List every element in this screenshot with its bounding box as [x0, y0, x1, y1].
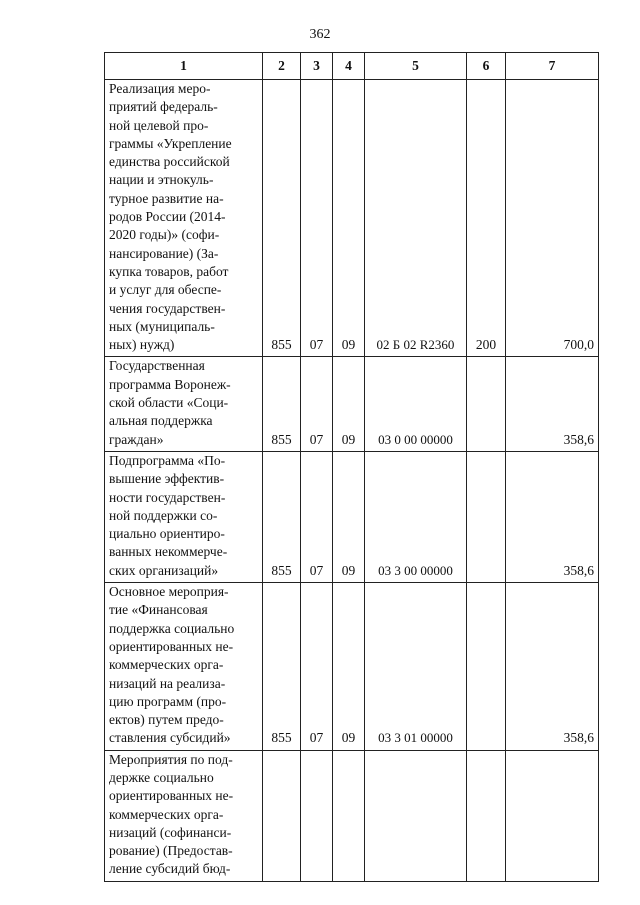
row-col-5: 03 0 00 00000	[365, 357, 467, 451]
row-name-line: 2020 годы)» (софи-	[109, 227, 220, 243]
row-name-line: ориентированных не-	[109, 638, 234, 654]
row-col-3: 07	[301, 357, 333, 451]
row-col-6	[467, 583, 506, 751]
header-row	[105, 53, 599, 80]
row-name-line: ных) нужд)	[109, 337, 175, 353]
row-name-line: нации и этнокуль-	[109, 172, 214, 188]
row-name-line: ванных некоммерче-	[109, 544, 228, 560]
row-col-4: 09	[333, 357, 365, 451]
row-name-line: цию программ (про-	[109, 693, 227, 709]
row-name	[105, 80, 263, 357]
row-name-line: ных (муниципаль-	[109, 318, 215, 334]
row-name-line: единства российской	[109, 154, 230, 170]
header-col-4: 4	[333, 53, 365, 80]
row-name-line: родов России (2014-	[109, 209, 226, 225]
row-col-6	[467, 750, 506, 881]
row-col-4: 09	[333, 80, 365, 357]
table-row	[105, 451, 599, 582]
row-col-7: 358,6	[506, 583, 599, 751]
row-name-line: чения государствен-	[109, 300, 226, 316]
row-name-line: коммерческих орга-	[109, 657, 224, 673]
row-name-line: ной целевой про-	[109, 117, 209, 133]
header-col-7: 7	[506, 53, 599, 80]
row-name-line: ской области «Соци-	[109, 395, 229, 411]
row-col-7: 700,0	[506, 80, 599, 357]
row-name-line: турное развитие на-	[109, 190, 224, 206]
row-col-3: 07	[301, 451, 333, 582]
row-name-line: циально ориентиро-	[109, 526, 225, 542]
row-col-7: 358,6	[506, 357, 599, 451]
header-col-1: 1	[105, 53, 263, 80]
row-col-2: 855	[263, 80, 301, 357]
row-col-5	[365, 750, 467, 881]
row-name-line: нансирование) (За-	[109, 245, 219, 261]
row-col-3: 07	[301, 583, 333, 751]
budget-table	[104, 52, 599, 882]
header-col-5: 5	[365, 53, 467, 80]
row-name-line: ности государствен-	[109, 489, 226, 505]
row-col-7	[506, 750, 599, 881]
row-col-5: 03 3 01 00000	[365, 583, 467, 751]
row-col-3: 07	[301, 80, 333, 357]
row-col-2: 855	[263, 357, 301, 451]
row-col-2: 855	[263, 451, 301, 582]
row-col-5: 02 Б 02 R2360	[365, 80, 467, 357]
row-name-line: Реализация меро-	[109, 81, 211, 96]
row-name	[105, 583, 263, 751]
row-name-line: низаций (софинанси-	[109, 824, 232, 840]
row-name-line: Основное мероприя-	[109, 584, 229, 600]
row-name-line: ной поддержки со-	[109, 507, 218, 523]
row-name-line: Подпрограмма «По-	[109, 452, 226, 468]
row-name-line: поддержка социально	[109, 620, 235, 636]
row-col-6: 200	[467, 80, 506, 357]
row-name-line: ление субсидий бюд-	[109, 861, 231, 877]
row-name-line: рование) (Предостав-	[109, 843, 233, 859]
row-col-7: 358,6	[506, 451, 599, 582]
row-name-line: низаций на реализа-	[109, 675, 226, 691]
page-number: 362	[309, 27, 331, 42]
row-name-line: Мероприятия по под-	[109, 751, 233, 767]
table-row	[105, 583, 599, 751]
row-name-line: ских организаций»	[109, 562, 219, 578]
table-row	[105, 357, 599, 451]
row-name-line: альная поддержка	[109, 413, 213, 429]
row-col-6	[467, 357, 506, 451]
row-name	[105, 451, 263, 582]
row-col-6	[467, 451, 506, 582]
table-row	[105, 80, 599, 357]
row-name-line: и услуг для обеспе-	[109, 282, 222, 298]
row-name-line: коммерческих орга-	[109, 806, 224, 822]
row-name-line: тие «Финансовая	[109, 602, 208, 618]
header-col-3: 3	[301, 53, 333, 80]
row-name-line: ставления субсидий»	[109, 730, 231, 746]
header-col-2: 2	[263, 53, 301, 80]
row-name-line: граждан»	[109, 431, 164, 447]
table-row	[105, 750, 599, 881]
row-name-line: ектов) путем предо-	[109, 712, 224, 728]
row-name-line: вышение эффектив-	[109, 471, 225, 487]
row-name-line: граммы «Укрепление	[109, 135, 232, 151]
row-name-line: держке социально	[109, 769, 214, 785]
row-name	[105, 357, 263, 451]
row-col-3	[301, 750, 333, 881]
row-col-4: 09	[333, 583, 365, 751]
row-name-line: программа Воронеж-	[109, 376, 231, 392]
row-col-4	[333, 750, 365, 881]
row-col-2: 855	[263, 583, 301, 751]
row-name-line: приятий федераль-	[109, 99, 218, 115]
row-name	[105, 750, 263, 881]
row-name-line: ориентированных не-	[109, 788, 234, 804]
row-name-line: Государственная	[109, 358, 205, 374]
row-col-2	[263, 750, 301, 881]
row-name-line: купка товаров, работ	[109, 263, 229, 279]
header-col-6: 6	[467, 53, 506, 80]
row-col-4: 09	[333, 451, 365, 582]
row-col-5: 03 3 00 00000	[365, 451, 467, 582]
